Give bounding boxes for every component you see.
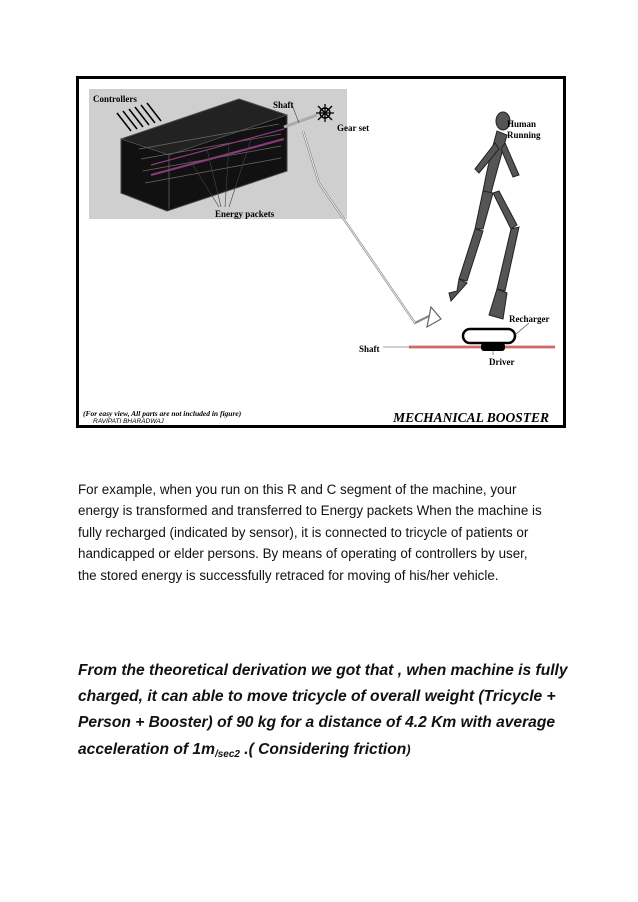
figure-title: MECHANICAL BOOSTER <box>393 410 549 425</box>
conclusion-line-4 <box>78 737 568 768</box>
conclusion-paragraph <box>78 658 568 768</box>
figure-author: RAVIPATI BHARADWAJ <box>93 418 164 425</box>
acceleration-unit-subscript: /sec2 <box>214 748 240 760</box>
gear-set <box>316 104 334 122</box>
paragraph-line: fully recharged (indicated by sensor), it is connected to tricycle of patients or <box>78 524 529 540</box>
driver <box>481 343 505 351</box>
gear-set-label: Gear set <box>337 123 370 133</box>
human-running-label-2: Running <box>507 130 541 140</box>
recharger-label: Recharger <box>509 314 550 324</box>
driver-label: Driver <box>489 357 515 367</box>
controllers-label: Controllers <box>93 94 137 104</box>
acceleration-text: acceleration of 1m <box>78 740 215 758</box>
period: . <box>239 740 249 758</box>
figure-drawing <box>79 79 563 425</box>
paragraph-line: For example, when you run on this R and C segment of the machine, your <box>78 482 517 497</box>
recharger <box>463 329 515 343</box>
figure-note: (For easy view, All parts are not included in figure) <box>83 409 242 418</box>
paragraph-line: energy is transformed and transferred to Energy packets When the machine is <box>78 503 542 519</box>
conclusion-line: charged, it can able to move tricycle of overall weight (Tricycle + <box>78 688 556 706</box>
human-running-label-1: Human <box>507 119 537 129</box>
shaft-bottom-label: Shaft <box>359 344 380 354</box>
body-paragraph <box>78 479 568 586</box>
closing-paren: ) <box>406 742 411 757</box>
mechanical-booster-figure <box>76 76 566 428</box>
paragraph-line: handicapped or elder persons. By means of operating of controllers by user, <box>78 546 528 562</box>
conclusion-line: Person + Booster) of 90 kg for a distance of 4.2 Km with average <box>78 714 556 732</box>
arrow-head <box>427 307 441 327</box>
energy-packets-label: Energy packets <box>215 209 275 219</box>
friction-note: ( Considering friction <box>248 740 407 758</box>
paragraph-line: the stored energy is successfully retraced for moving of his/her vehicle. <box>78 567 499 583</box>
running-human-icon <box>449 112 519 319</box>
conclusion-line: From the theoretical derivation we got that , when machine is fully <box>78 662 568 679</box>
shaft-top-label: Shaft <box>273 100 294 110</box>
